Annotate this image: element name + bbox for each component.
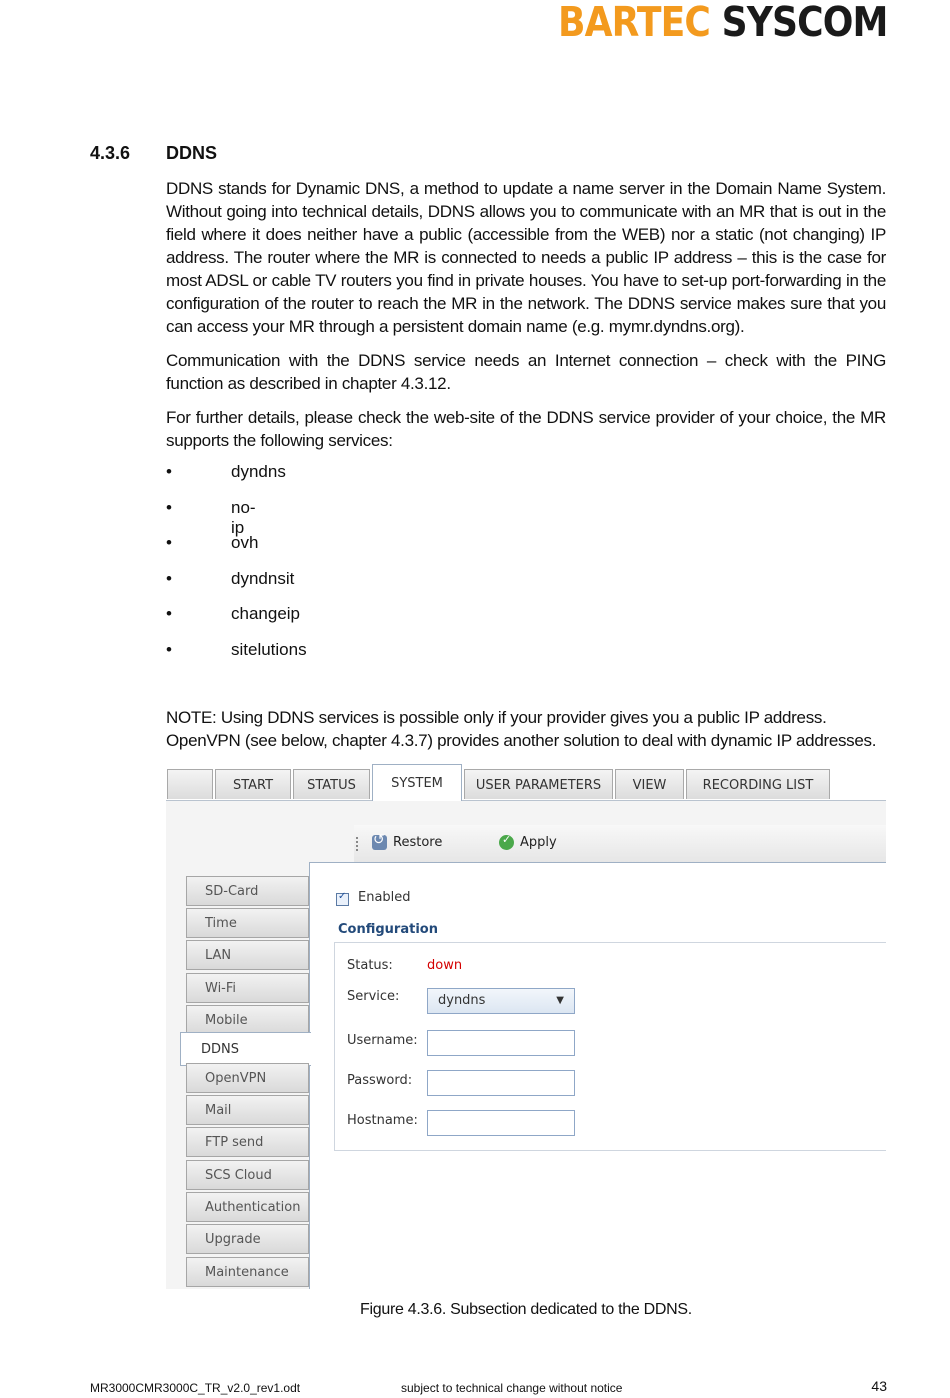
sidebar-item-lan[interactable]: LAN — [186, 940, 309, 970]
configuration-title: Configuration — [338, 922, 438, 937]
restore-button[interactable] — [372, 835, 442, 850]
grip-handle — [356, 837, 361, 851]
section-title: DDNS — [166, 143, 218, 163]
username-label: Username: — [347, 1033, 418, 1048]
sidebar-item-openvpn[interactable]: OpenVPN — [186, 1063, 309, 1093]
service-name: ovh — [231, 533, 259, 552]
apply-label: Apply — [520, 835, 557, 850]
footer-filename: MR3000CMR3000C_TR_v2.0_rev1.odt — [90, 1381, 301, 1395]
sidebar-item-ddns[interactable]: DDNS — [180, 1032, 311, 1066]
note — [166, 706, 876, 752]
page-number: 43 — [871, 1378, 887, 1394]
bullet: • — [166, 568, 172, 588]
sidebar-item-ftp-send[interactable]: FTP send — [186, 1127, 309, 1157]
tab-status[interactable]: STATUS — [293, 769, 370, 799]
sidebar-item-wifi[interactable]: Wi-Fi — [186, 973, 309, 1003]
check-circle-icon — [499, 835, 514, 850]
bullet: • — [166, 497, 172, 517]
brand-part1: BARTEC — [558, 0, 711, 46]
bullet: • — [166, 533, 172, 552]
status-value: down — [427, 958, 463, 973]
ddns-screenshot — [166, 763, 886, 1289]
tab-bar — [166, 763, 886, 801]
brand-part2: SYSCOM — [722, 0, 888, 46]
apply-button[interactable] — [499, 835, 557, 850]
paragraph-services: For further details, please check the web-site of the DDNS service provider of your choice, the MR supports the following services: — [166, 408, 886, 450]
hostname-label: Hostname: — [347, 1113, 418, 1128]
service-name: dyndns — [231, 462, 286, 481]
bullet: • — [166, 639, 172, 659]
service-select[interactable] — [427, 988, 575, 1014]
toolbar — [354, 825, 886, 865]
password-input[interactable] — [427, 1070, 575, 1096]
paragraph-communication: Communication with the DDNS service needs an Internet connection – check with the PING function as described in chapter 4.3.12. — [166, 351, 886, 393]
tab-recording-list[interactable]: RECORDING LIST — [686, 769, 830, 799]
password-label: Password: — [347, 1073, 413, 1088]
sidebar-item-time[interactable]: Time — [186, 908, 309, 938]
chevron-down-icon: ▼ — [556, 995, 564, 1006]
restore-label: Restore — [393, 835, 443, 850]
sidebar-item-mobile[interactable]: Mobile — [186, 1005, 309, 1035]
brand-logo — [558, 0, 888, 46]
tab-blank[interactable] — [167, 769, 213, 799]
footer-notice: subject to technical change without notice — [401, 1381, 623, 1395]
sidebar-item-maintenance[interactable]: Maintenance — [186, 1257, 309, 1287]
enabled-label: Enabled — [358, 890, 411, 905]
tab-system[interactable]: SYSTEM — [372, 764, 462, 801]
tab-user-parameters[interactable]: USER PARAMETERS — [464, 769, 613, 799]
restore-icon — [372, 835, 387, 850]
sidebar-item-upgrade[interactable]: Upgrade — [186, 1224, 309, 1254]
sidebar-item-mail[interactable]: Mail — [186, 1095, 309, 1125]
service-name: no-ip — [231, 497, 256, 537]
sidebar-item-sd-card[interactable]: SD-Card — [186, 876, 309, 906]
service-name: dyndnsit — [231, 568, 295, 588]
sidebar-item-scs-cloud[interactable]: SCS Cloud — [186, 1160, 309, 1190]
username-input[interactable] — [427, 1030, 575, 1056]
bullet: • — [166, 462, 172, 481]
service-value: dyndns — [438, 993, 486, 1008]
paragraph-intro: DDNS stands for Dynamic DNS, a method to update a name server in the Domain Name System. Without going into technical details, DDNS allows you to communicate with an MR that is out in the field where it does neither have a public (accessible from the WEB) nor a static (not changing) IP address. The router where the MR is connected to needs a public IP address – this is the case for most ADSL or cable TV routers you find in private houses. You have to set-up port-forwarding in the configuration of the router to reach the MR in the network. The DDNS service makes sure that you can access your MR through a persistent domain name (e.g. mymr.dyndns.org). — [166, 179, 886, 336]
status-label: Status: — [347, 958, 393, 973]
section-body — [166, 177, 886, 463]
service-name: changeip — [231, 604, 301, 623]
hostname-input[interactable] — [427, 1110, 575, 1136]
ddns-panel — [309, 862, 886, 1289]
figure-caption: Figure 4.3.6. Subsection dedicated to the DDNS. — [360, 1301, 692, 1318]
note-line-2: OpenVPN (see below, chapter 4.3.7) provides another solution to deal with dynamic IP addresses. — [166, 731, 877, 750]
tab-view[interactable]: VIEW — [615, 769, 684, 799]
sidebar-item-authentication[interactable]: Authentication — [186, 1192, 309, 1222]
section-number: 4.3.6 — [90, 143, 131, 163]
tab-start[interactable]: START — [215, 769, 291, 799]
enabled-checkbox[interactable] — [336, 893, 349, 906]
service-label: Service: — [347, 989, 400, 1004]
bullet: • — [166, 604, 172, 623]
note-line-1: NOTE: Using DDNS services is possible only if your provider gives you a public IP address. — [166, 708, 827, 727]
service-name: sitelutions — [231, 639, 307, 659]
